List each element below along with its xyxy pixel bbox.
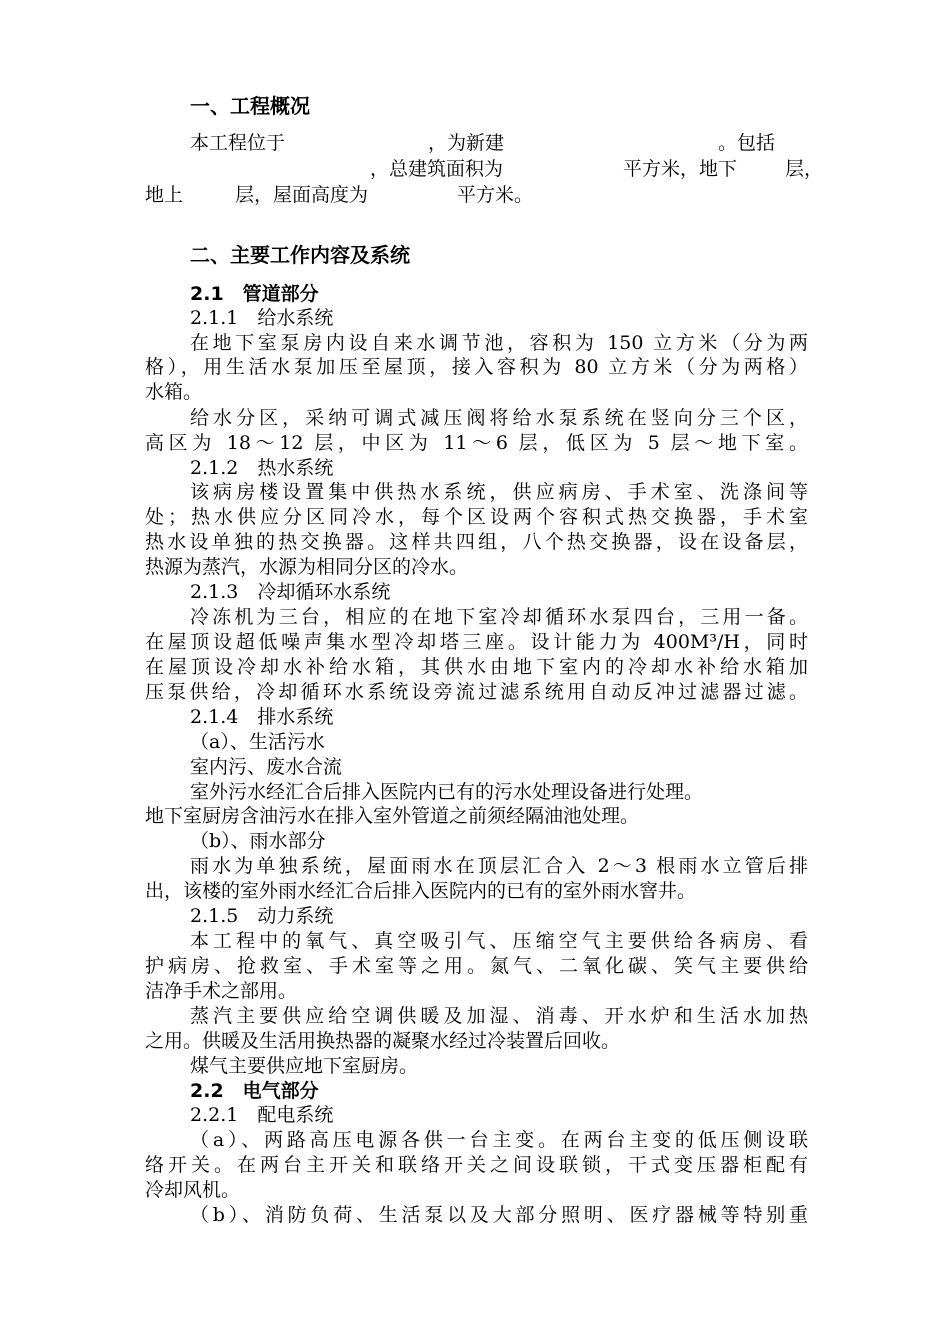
subsection-heading: 2.2 电气部分	[190, 1080, 319, 1102]
section-heading-scope: 二、主要工作内容及系统	[190, 243, 410, 267]
paragraph-line: 处；热水供应分区同冷水，每个区设两个容积式热交换器，手术室	[145, 506, 808, 528]
paragraph-line: 室内污、废水合流	[190, 756, 343, 778]
paragraph-line: 出，该楼的室外雨水经汇合后排入医院内的已有的室外雨水窨井。	[145, 880, 697, 902]
paragraph-line: 蒸汽主要供应给空调供暖及加湿、消毒、开水炉和生活水加热	[190, 1005, 808, 1027]
paragraph-line: 洁净手术之部用。	[145, 980, 298, 1002]
paragraph-line: 该病房楼设置集中供热水系统，供应病房、手术室、洗涤间等	[190, 481, 808, 503]
overview-text: ，为新建	[428, 132, 505, 154]
paragraph-line: 冷却风机。	[145, 1179, 241, 1201]
paragraph-line: 高区为 18～12 层，中区为 11～6 层，低区为 5 层～地下室。	[145, 432, 808, 454]
paragraph-line: 护病房、抢救室、手术室等之用。氮气、二氧化碳、笑气主要供给	[145, 955, 808, 977]
paragraph-line: 在屋顶设冷却水补给水箱，其供水由地下室内的冷却水补给水箱加	[145, 656, 808, 678]
paragraph-line: 之用。供暖及生活用换热器的凝聚水经过冷装置后回收。	[145, 1030, 621, 1052]
paragraph-line: 2.2.1 配电系统	[190, 1104, 334, 1126]
paragraph-line: 水箱。	[145, 381, 203, 403]
paragraph-line: （b）、消防负荷、生活泵以及大部分照明、医疗器械等特别重	[190, 1204, 808, 1226]
paragraph-line: 热源为蒸汽，水源为相同分区的冷水。	[145, 556, 469, 578]
section-heading-overview: 一、工程概况	[190, 94, 310, 118]
paragraph-line: 煤气主要供应地下室厨房。	[190, 1055, 419, 1077]
paragraph-line: 压泵供给，冷却循环水系统设旁流过滤系统用自动反冲过滤器过滤。	[145, 681, 808, 703]
paragraph-line: 在屋顶设超低噪声集水型冷却塔三座。设计能力为 400M³/H，同时	[145, 631, 808, 653]
paragraph-line: 雨水为单独系统，屋面雨水在顶层汇合入 2～3 根雨水立管后排	[190, 855, 808, 877]
paragraph-line: （b）、雨水部分	[190, 830, 326, 852]
overview-text: 地上	[145, 184, 184, 206]
paragraph-line: 本工程中的氧气、真空吸引气、压缩空气主要供给各病房、看	[190, 930, 808, 952]
paragraph-line: 格），用生活水泵加压至屋顶，接入容积为 80 立方米（分为两格）	[145, 356, 808, 378]
paragraph-line: 在地下室泵房内设自来水调节池，容积为 150 立方米（分为两	[190, 332, 808, 354]
paragraph-line: 2.1.4 排水系统	[190, 706, 334, 728]
overview-text: 。包括	[718, 132, 776, 154]
overview-text: 平方米。	[457, 184, 534, 206]
paragraph-line: 络开关。在两台主开关和联络开关之间设联锁，干式变压器柜配有	[145, 1154, 808, 1176]
paragraph-line: 2.1.3 冷却循环水系统	[190, 581, 391, 603]
paragraph-line: 热水设单独的热交换器。这样共四组，八个热交换器，设在设备层，	[145, 531, 808, 553]
overview-text: 层，屋面高度为	[235, 184, 369, 206]
paragraph-line: 2.1.2 热水系统	[190, 457, 334, 479]
overview-text: 平方米，地下	[623, 158, 738, 180]
paragraph-line: 2.1.1 给水系统	[190, 307, 334, 329]
subsection-heading: 2.1 管道部分	[190, 283, 319, 305]
paragraph-line: 地下室厨房含油污水在排入室外管道之前须经隔油池处理。	[145, 805, 640, 827]
paragraph-line: 给水分区，采纳可调式减压阀将给水泵系统在竖向分三个区，	[190, 407, 808, 429]
paragraph-line: 2.1.5 动力系统	[190, 905, 334, 927]
paragraph-line: （a）、两路高压电源各供一台主变。在两台主变的低压侧设联	[190, 1129, 808, 1151]
overview-text: ，总建筑面积为	[370, 158, 504, 180]
paragraph-line: 冷冻机为三台，相应的在地下室冷却循环水泵四台，三用一备。	[190, 606, 808, 628]
paragraph-line: 室外污水经汇合后排入医院内已有的污水处理设备进行处理。	[190, 781, 704, 803]
overview-text: 层，	[785, 158, 824, 180]
paragraph-line: （a）、生活污水	[190, 731, 325, 753]
overview-text: 本工程位于	[190, 132, 286, 154]
